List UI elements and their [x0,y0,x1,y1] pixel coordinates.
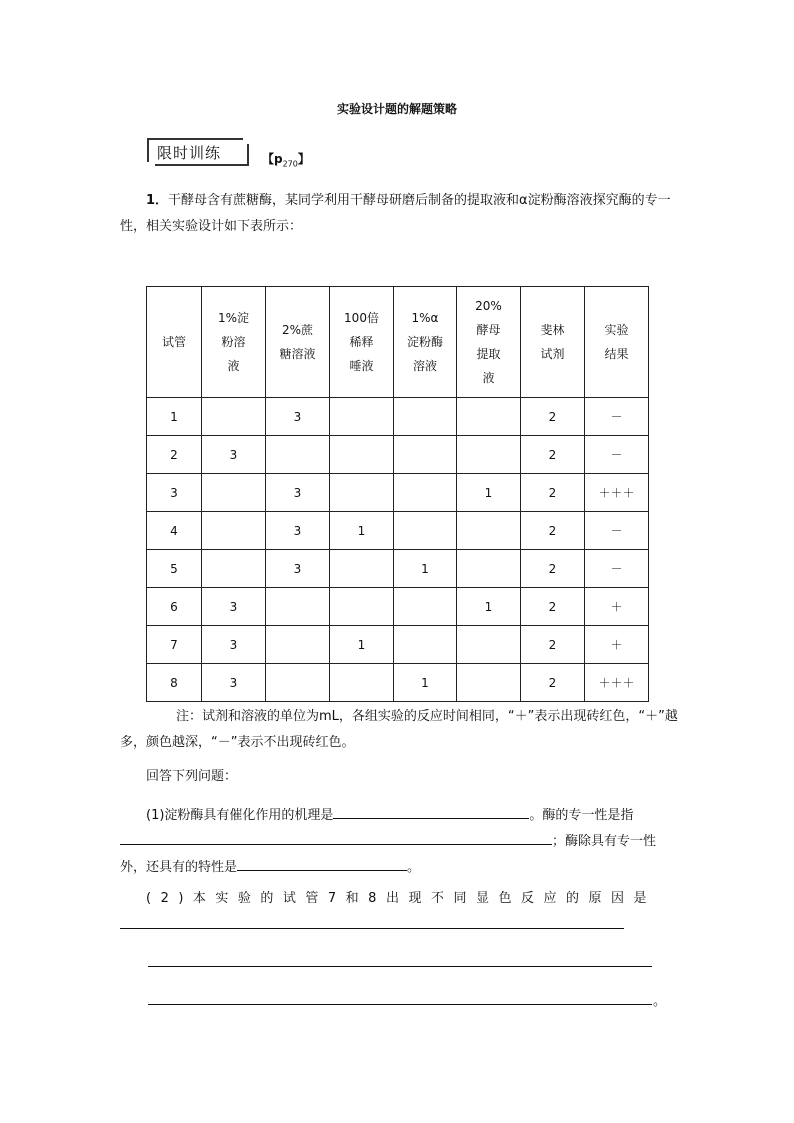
sub-question-2: (2)本实验的试管7和8出现不同显色反应的原因是 [146,891,656,906]
page-number: 270 [282,159,298,169]
table-cell [457,436,521,474]
table-cell [202,474,266,512]
question-1-stem: 1．干酵母含有蔗糖酶，某同学利用干酵母研磨后制备的提取液和α淀粉酶溶液探究酶的专一性，相关实验设计如下表所示： [120,193,671,234]
table-cell: 3 [266,398,330,436]
table-cell: 2 [521,512,585,550]
table-cell: 2 [147,436,202,474]
table-cell [394,398,457,436]
table-cell [394,474,457,512]
table-cell [202,398,266,436]
table-cell: 1 [330,626,394,664]
table-cell: 2 [521,398,585,436]
table-cell [202,512,266,550]
table-cell [457,550,521,588]
table-cell [330,664,394,702]
table-cell: 3 [266,474,330,512]
table-cell [394,626,457,664]
table-cell: 2 [521,550,585,588]
table-cell [202,550,266,588]
header-fehling: 斐林试剂 [521,287,585,398]
table-cell: 2 [521,626,585,664]
table-cell: 1 [457,588,521,626]
answer-line[interactable] [148,1004,652,1005]
table-cell: 3 [147,474,202,512]
page-reference: 【$p_{270}$】 [262,152,310,169]
answer-blank[interactable] [333,804,529,819]
table-cell [266,626,330,664]
table-cell [457,512,521,550]
table-cell: 5 [147,550,202,588]
table-cell: 2 [521,588,585,626]
answer-line[interactable] [120,928,624,929]
table-row [147,436,649,474]
header-tube: 试管 [147,287,202,398]
table-cell: 1 [394,550,457,588]
table-cell: 3 [202,588,266,626]
answer-intro: 回答下列问题： [146,769,238,784]
table-row [147,588,649,626]
table-cell [330,398,394,436]
table-cell [330,474,394,512]
table-cell [330,588,394,626]
table-cell: 3 [266,512,330,550]
table-row [147,512,649,550]
table-header-row [147,287,649,398]
table-cell: ＋ [585,626,649,664]
table-cell: 2 [521,664,585,702]
table-row [147,398,649,436]
table-row [147,550,649,588]
header-starch: 1%淀粉溶液 [202,287,266,398]
table-cell [457,664,521,702]
sub-question-1: (1)淀粉酶具有催化作用的机理是 。酶的专一性是指；酶除具有专一性外，还具有的特性是 。 [120,803,680,881]
question-number: 1． [146,193,169,208]
header-sucrose: 2%蔗糖溶液 [266,287,330,398]
table-row [147,474,649,512]
table-cell: 2 [521,436,585,474]
section-tag [147,138,243,162]
table-cell [266,588,330,626]
table-cell: － [585,550,649,588]
document-title: 实验设计题的解题策略 [336,102,457,116]
sentence-end: 。 [653,994,667,1009]
answer-blank[interactable] [120,830,552,845]
table-cell [266,664,330,702]
table-note: 注：试剂和溶液的单位为mL，各组实验的反应时间相同，“＋”表示出现砖红色，“＋”越多，颜色越深，“－”表示不出现砖红色。 [120,709,678,750]
table-cell: 6 [147,588,202,626]
table-cell [330,436,394,474]
table-cell: 1 [330,512,394,550]
table-cell [330,550,394,588]
table-cell: ＋ [585,588,649,626]
experiment-table [146,286,649,702]
table-cell: 3 [266,550,330,588]
table-cell: 1 [394,664,457,702]
table-cell: － [585,512,649,550]
section-tag-label: 限时训练 [157,144,222,162]
answer-line[interactable] [148,966,652,967]
table-cell: ＋＋＋ [585,474,649,512]
table-cell: 1 [147,398,202,436]
table-row [147,626,649,664]
table-cell: － [585,436,649,474]
table-cell: 7 [147,626,202,664]
header-saliva: 100倍稀释唾液 [330,287,394,398]
table-cell [457,398,521,436]
table-cell [457,626,521,664]
header-amylase: 1%α淀粉酶溶液 [394,287,457,398]
table-cell [394,588,457,626]
table-cell: 3 [202,626,266,664]
header-yeast: 20%酵母提取液 [457,287,521,398]
table-cell: 2 [521,474,585,512]
answer-blank[interactable] [237,856,407,871]
table-cell: 8 [147,664,202,702]
table-cell: 1 [457,474,521,512]
table-cell: ＋＋＋ [585,664,649,702]
table-cell: 3 [202,664,266,702]
table-cell: － [585,398,649,436]
table-cell [266,436,330,474]
header-result: 实验结果 [585,287,649,398]
table-cell [394,436,457,474]
table-cell: 3 [202,436,266,474]
table-cell [394,512,457,550]
table-cell: 4 [147,512,202,550]
table-row [147,664,649,702]
